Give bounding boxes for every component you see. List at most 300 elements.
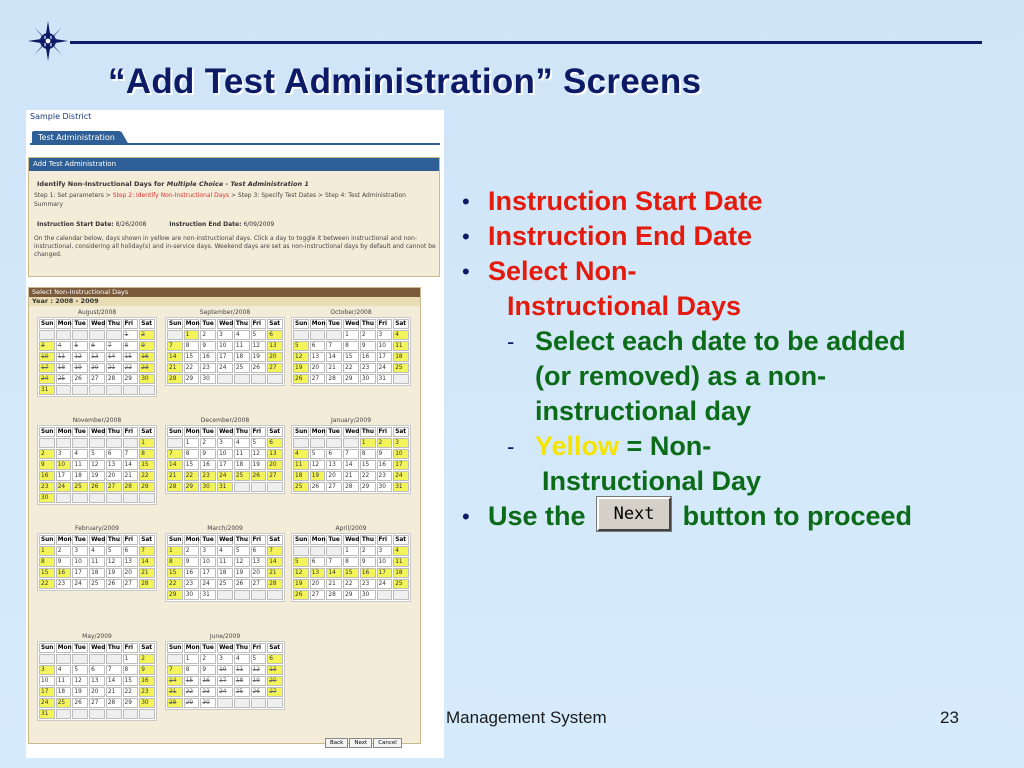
calendar-day[interactable]: 30: [139, 374, 155, 384]
calendar-day[interactable]: 1: [39, 546, 55, 556]
tab-test-administration[interactable]: Test Administration: [32, 131, 121, 145]
calendar-day[interactable]: 6: [267, 654, 283, 664]
calendar-day[interactable]: 9: [377, 449, 393, 459]
calendar-day[interactable]: 27: [267, 363, 283, 373]
calendar-day[interactable]: 16: [360, 352, 376, 362]
calendar-day[interactable]: 17: [72, 568, 88, 578]
calendar-day[interactable]: 30: [200, 698, 216, 708]
calendar-day[interactable]: 17: [217, 460, 233, 470]
calendar-day[interactable]: 19: [293, 579, 309, 589]
calendar-day[interactable]: 12: [234, 557, 250, 567]
calendar-day[interactable]: 19: [234, 568, 250, 578]
calendar-day[interactable]: 29: [123, 698, 139, 708]
calendar-day[interactable]: 18: [56, 687, 72, 697]
calendar-day[interactable]: 15: [184, 460, 200, 470]
calendar-day[interactable]: 20: [310, 363, 326, 373]
calendar-day[interactable]: 13: [89, 676, 105, 686]
calendar-day[interactable]: 3: [217, 654, 233, 664]
calendar-day[interactable]: 27: [310, 590, 326, 600]
calendar-day[interactable]: 23: [377, 471, 393, 481]
calendar-day[interactable]: 15: [167, 568, 183, 578]
calendar-day[interactable]: 5: [293, 341, 309, 351]
calendar-day[interactable]: 15: [343, 352, 359, 362]
calendar-day[interactable]: 17: [56, 471, 72, 481]
calendar-day[interactable]: 7: [123, 449, 139, 459]
calendar-day[interactable]: 1: [184, 330, 200, 340]
calendar-day[interactable]: 16: [39, 471, 55, 481]
calendar-day[interactable]: 1: [123, 330, 139, 340]
calendar-day[interactable]: 24: [377, 363, 393, 373]
calendar-day[interactable]: 20: [89, 687, 105, 697]
calendar-day[interactable]: 1: [123, 654, 139, 664]
calendar-day[interactable]: 3: [377, 330, 393, 340]
calendar-day[interactable]: 7: [167, 449, 183, 459]
calendar-day[interactable]: 15: [184, 352, 200, 362]
calendar-day[interactable]: 28: [167, 482, 183, 492]
calendar-day[interactable]: 5: [310, 449, 326, 459]
calendar-day[interactable]: 16: [377, 460, 393, 470]
calendar-day[interactable]: 8: [123, 665, 139, 675]
calendar-day[interactable]: 15: [360, 460, 376, 470]
calendar-day[interactable]: 21: [106, 687, 122, 697]
calendar-day[interactable]: 14: [343, 460, 359, 470]
calendar-day[interactable]: 26: [234, 579, 250, 589]
calendar-day[interactable]: 24: [393, 471, 409, 481]
calendar-day[interactable]: 1: [360, 438, 376, 448]
calendar-day[interactable]: 13: [251, 557, 267, 567]
calendar-day[interactable]: 30: [200, 374, 216, 384]
calendar-day[interactable]: 28: [139, 579, 155, 589]
calendar-day[interactable]: 1: [167, 546, 183, 556]
calendar-day[interactable]: 2: [200, 654, 216, 664]
calendar-day[interactable]: 17: [200, 568, 216, 578]
calendar-day[interactable]: 23: [200, 471, 216, 481]
calendar-day[interactable]: 15: [123, 676, 139, 686]
step-1[interactable]: Step 1: Set parameters >: [34, 192, 113, 199]
cancel-button[interactable]: Cancel: [373, 738, 402, 748]
calendar-day[interactable]: 27: [310, 374, 326, 384]
calendar-day[interactable]: 19: [89, 471, 105, 481]
calendar-day[interactable]: 1: [184, 654, 200, 664]
calendar-day[interactable]: 28: [167, 374, 183, 384]
calendar-day[interactable]: 20: [123, 568, 139, 578]
calendar-day[interactable]: 11: [234, 449, 250, 459]
calendar-day[interactable]: 22: [39, 579, 55, 589]
calendar-day[interactable]: 7: [326, 557, 342, 567]
calendar-day[interactable]: 22: [139, 471, 155, 481]
calendar-day[interactable]: 12: [310, 460, 326, 470]
calendar-day[interactable]: 25: [234, 687, 250, 697]
calendar-day[interactable]: 14: [167, 352, 183, 362]
calendar-day[interactable]: 28: [326, 374, 342, 384]
calendar-day[interactable]: 26: [72, 698, 88, 708]
calendar-day[interactable]: 16: [139, 676, 155, 686]
calendar-day[interactable]: 5: [251, 330, 267, 340]
calendar-day[interactable]: 11: [234, 341, 250, 351]
calendar-day[interactable]: 14: [326, 352, 342, 362]
calendar-day[interactable]: 8: [139, 449, 155, 459]
calendar-day[interactable]: 16: [200, 676, 216, 686]
calendar-day[interactable]: 12: [293, 568, 309, 578]
calendar-day[interactable]: 23: [200, 687, 216, 697]
calendar-day[interactable]: 29: [360, 482, 376, 492]
calendar-day[interactable]: 8: [184, 449, 200, 459]
calendar-day[interactable]: 25: [217, 579, 233, 589]
calendar-day[interactable]: 23: [139, 687, 155, 697]
calendar-day[interactable]: 10: [39, 352, 55, 362]
calendar-day[interactable]: 31: [393, 482, 409, 492]
calendar-day[interactable]: 22: [184, 687, 200, 697]
calendar-day[interactable]: 4: [393, 546, 409, 556]
calendar-day[interactable]: 9: [139, 665, 155, 675]
calendar-day[interactable]: 6: [251, 546, 267, 556]
calendar-day[interactable]: 12: [251, 449, 267, 459]
calendar-day[interactable]: 27: [267, 471, 283, 481]
calendar-day[interactable]: 25: [56, 698, 72, 708]
calendar-day[interactable]: 8: [184, 341, 200, 351]
calendar-day[interactable]: 17: [217, 352, 233, 362]
calendar-day[interactable]: 7: [167, 665, 183, 675]
calendar-day[interactable]: 20: [310, 579, 326, 589]
calendar-day[interactable]: 26: [293, 374, 309, 384]
calendar-day[interactable]: 26: [293, 590, 309, 600]
calendar-day[interactable]: 14: [326, 568, 342, 578]
calendar-day[interactable]: 25: [56, 374, 72, 384]
calendar-day[interactable]: 15: [39, 568, 55, 578]
calendar-day[interactable]: 18: [293, 471, 309, 481]
calendar-day[interactable]: 10: [217, 449, 233, 459]
calendar-day[interactable]: 10: [217, 665, 233, 675]
calendar-day[interactable]: 24: [217, 471, 233, 481]
calendar-day[interactable]: 19: [251, 676, 267, 686]
calendar-day[interactable]: 11: [293, 460, 309, 470]
calendar-day[interactable]: 20: [267, 460, 283, 470]
calendar-day[interactable]: 28: [267, 579, 283, 589]
calendar-day[interactable]: 8: [123, 341, 139, 351]
calendar-day[interactable]: 4: [393, 330, 409, 340]
calendar-day[interactable]: 25: [72, 482, 88, 492]
calendar-day[interactable]: 6: [326, 449, 342, 459]
calendar-day[interactable]: 13: [267, 449, 283, 459]
calendar-day[interactable]: 15: [343, 568, 359, 578]
calendar-day[interactable]: 19: [72, 363, 88, 373]
calendar-day[interactable]: 28: [343, 482, 359, 492]
calendar-day[interactable]: 17: [377, 568, 393, 578]
calendar-day[interactable]: 10: [393, 449, 409, 459]
calendar-day[interactable]: 15: [139, 460, 155, 470]
calendar-day[interactable]: 24: [56, 482, 72, 492]
calendar-day[interactable]: 24: [217, 363, 233, 373]
calendar-day[interactable]: 20: [89, 363, 105, 373]
calendar-day[interactable]: 22: [167, 579, 183, 589]
calendar-day[interactable]: 6: [89, 341, 105, 351]
calendar-day[interactable]: 17: [393, 460, 409, 470]
calendar-day[interactable]: 25: [89, 579, 105, 589]
calendar-day[interactable]: 26: [106, 579, 122, 589]
calendar-day[interactable]: 4: [56, 665, 72, 675]
calendar-day[interactable]: 29: [123, 374, 139, 384]
calendar-day[interactable]: 30: [139, 698, 155, 708]
calendar-day[interactable]: 22: [123, 687, 139, 697]
calendar-day[interactable]: 14: [106, 352, 122, 362]
calendar-day[interactable]: 4: [234, 330, 250, 340]
calendar-day[interactable]: 6: [123, 546, 139, 556]
calendar-day[interactable]: 29: [343, 590, 359, 600]
calendar-day[interactable]: 22: [184, 471, 200, 481]
calendar-day[interactable]: 12: [251, 665, 267, 675]
calendar-day[interactable]: 25: [234, 363, 250, 373]
calendar-day[interactable]: 12: [72, 676, 88, 686]
calendar-day[interactable]: 16: [56, 568, 72, 578]
calendar-day[interactable]: 3: [39, 665, 55, 675]
calendar-day[interactable]: 10: [377, 557, 393, 567]
calendar-day[interactable]: 19: [310, 471, 326, 481]
calendar-day[interactable]: 27: [267, 687, 283, 697]
calendar-day[interactable]: 26: [251, 687, 267, 697]
calendar-day[interactable]: 14: [123, 460, 139, 470]
calendar-day[interactable]: 20: [106, 471, 122, 481]
calendar-day[interactable]: 1: [343, 546, 359, 556]
calendar-day[interactable]: 11: [56, 676, 72, 686]
calendar-day[interactable]: 27: [326, 482, 342, 492]
calendar-day[interactable]: 30: [39, 493, 55, 503]
calendar-day[interactable]: 25: [393, 363, 409, 373]
calendar-day[interactable]: 14: [139, 557, 155, 567]
calendar-day[interactable]: 10: [217, 341, 233, 351]
calendar-day[interactable]: 5: [293, 557, 309, 567]
calendar-day[interactable]: 9: [184, 557, 200, 567]
calendar-day[interactable]: 24: [217, 687, 233, 697]
calendar-day[interactable]: 7: [139, 546, 155, 556]
calendar-day[interactable]: 21: [326, 579, 342, 589]
calendar-day[interactable]: 6: [267, 438, 283, 448]
calendar-day[interactable]: 13: [310, 568, 326, 578]
calendar-day[interactable]: 21: [167, 687, 183, 697]
calendar-day[interactable]: 5: [72, 665, 88, 675]
calendar-day[interactable]: 25: [234, 471, 250, 481]
calendar-day[interactable]: 18: [234, 676, 250, 686]
calendar-day[interactable]: 18: [56, 363, 72, 373]
calendar-day[interactable]: 10: [200, 557, 216, 567]
calendar-day[interactable]: 5: [89, 449, 105, 459]
calendar-day[interactable]: 4: [234, 438, 250, 448]
calendar-day[interactable]: 1: [343, 330, 359, 340]
calendar-day[interactable]: 16: [200, 352, 216, 362]
calendar-day[interactable]: 29: [343, 374, 359, 384]
calendar-day[interactable]: 2: [139, 654, 155, 664]
calendar-day[interactable]: 8: [343, 341, 359, 351]
calendar-day[interactable]: 11: [56, 352, 72, 362]
calendar-day[interactable]: 6: [106, 449, 122, 459]
calendar-day[interactable]: 27: [89, 698, 105, 708]
calendar-day[interactable]: 4: [72, 449, 88, 459]
calendar-day[interactable]: 14: [167, 676, 183, 686]
calendar-day[interactable]: 3: [217, 330, 233, 340]
calendar-day[interactable]: 16: [184, 568, 200, 578]
calendar-day[interactable]: 9: [139, 341, 155, 351]
calendar-day[interactable]: 3: [200, 546, 216, 556]
calendar-day[interactable]: 15: [184, 676, 200, 686]
calendar-day[interactable]: 12: [293, 352, 309, 362]
calendar-day[interactable]: 10: [377, 341, 393, 351]
calendar-day[interactable]: 29: [184, 698, 200, 708]
calendar-day[interactable]: 25: [293, 482, 309, 492]
calendar-day[interactable]: 21: [267, 568, 283, 578]
calendar-day[interactable]: 2: [56, 546, 72, 556]
calendar-day[interactable]: 8: [39, 557, 55, 567]
calendar-day[interactable]: 2: [39, 449, 55, 459]
calendar-day[interactable]: 7: [167, 341, 183, 351]
calendar-day[interactable]: 23: [360, 579, 376, 589]
calendar-day[interactable]: 12: [106, 557, 122, 567]
calendar-day[interactable]: 2: [200, 438, 216, 448]
calendar-day[interactable]: 14: [167, 460, 183, 470]
calendar-day[interactable]: 2: [200, 330, 216, 340]
calendar-day[interactable]: 15: [123, 352, 139, 362]
calendar-day[interactable]: 13: [267, 341, 283, 351]
calendar-day[interactable]: 28: [123, 482, 139, 492]
calendar-day[interactable]: 21: [326, 363, 342, 373]
calendar-day[interactable]: 2: [360, 546, 376, 556]
calendar-day[interactable]: 29: [184, 374, 200, 384]
calendar-day[interactable]: 22: [343, 579, 359, 589]
calendar-day[interactable]: 5: [251, 438, 267, 448]
calendar-day[interactable]: 2: [184, 546, 200, 556]
calendar-day[interactable]: 4: [293, 449, 309, 459]
calendar-day[interactable]: 21: [343, 471, 359, 481]
calendar-day[interactable]: 13: [326, 460, 342, 470]
calendar-day[interactable]: 27: [89, 374, 105, 384]
calendar-day[interactable]: 23: [360, 363, 376, 373]
calendar-day[interactable]: 28: [326, 590, 342, 600]
calendar-day[interactable]: 20: [267, 676, 283, 686]
calendar-day[interactable]: 3: [377, 546, 393, 556]
calendar-day[interactable]: 21: [167, 363, 183, 373]
calendar-day[interactable]: 12: [72, 352, 88, 362]
calendar-day[interactable]: 13: [267, 665, 283, 675]
calendar-day[interactable]: 16: [360, 568, 376, 578]
calendar-day[interactable]: 23: [39, 482, 55, 492]
calendar-day[interactable]: 25: [393, 579, 409, 589]
calendar-day[interactable]: 4: [217, 546, 233, 556]
calendar-day[interactable]: 5: [106, 546, 122, 556]
calendar-day[interactable]: 22: [184, 363, 200, 373]
calendar-day[interactable]: 13: [106, 460, 122, 470]
calendar-day[interactable]: 17: [39, 363, 55, 373]
calendar-day[interactable]: 16: [200, 460, 216, 470]
calendar-day[interactable]: 27: [251, 579, 267, 589]
calendar-day[interactable]: 29: [167, 590, 183, 600]
calendar-day[interactable]: 6: [310, 557, 326, 567]
calendar-day[interactable]: 8: [343, 557, 359, 567]
calendar-day[interactable]: 31: [217, 482, 233, 492]
calendar-day[interactable]: 21: [139, 568, 155, 578]
calendar-day[interactable]: 20: [326, 471, 342, 481]
calendar-day[interactable]: 23: [200, 363, 216, 373]
calendar-day[interactable]: 14: [267, 557, 283, 567]
calendar-day[interactable]: 26: [251, 471, 267, 481]
calendar-day[interactable]: 11: [217, 557, 233, 567]
calendar-day[interactable]: 10: [56, 460, 72, 470]
calendar-day[interactable]: 31: [377, 374, 393, 384]
calendar-day[interactable]: 26: [89, 482, 105, 492]
calendar-day[interactable]: 7: [106, 341, 122, 351]
calendar-day[interactable]: 30: [200, 482, 216, 492]
steps-remaining[interactable]: > Step 3: Specify Test Dates > Step 4: Test Administration Summary: [34, 192, 406, 208]
calendar-day[interactable]: 20: [267, 352, 283, 362]
calendar-day[interactable]: 28: [106, 698, 122, 708]
calendar-day[interactable]: 3: [393, 438, 409, 448]
calendar-day[interactable]: 30: [360, 374, 376, 384]
calendar-day[interactable]: 13: [310, 352, 326, 362]
calendar-day[interactable]: 29: [184, 482, 200, 492]
calendar-day[interactable]: 6: [267, 330, 283, 340]
calendar-day[interactable]: 19: [251, 352, 267, 362]
calendar-day[interactable]: 31: [200, 590, 216, 600]
calendar-day[interactable]: 3: [217, 438, 233, 448]
calendar-day[interactable]: 2: [377, 438, 393, 448]
calendar-day[interactable]: 31: [39, 385, 55, 395]
calendar-day[interactable]: 3: [56, 449, 72, 459]
calendar-day[interactable]: 4: [234, 654, 250, 664]
calendar-day[interactable]: 13: [89, 352, 105, 362]
next-button[interactable]: Next: [349, 738, 372, 748]
calendar-day[interactable]: 3: [72, 546, 88, 556]
calendar-day[interactable]: 22: [123, 363, 139, 373]
calendar-day[interactable]: 18: [234, 352, 250, 362]
calendar-day[interactable]: 5: [234, 546, 250, 556]
calendar-day[interactable]: 7: [267, 546, 283, 556]
calendar-day[interactable]: 6: [310, 341, 326, 351]
calendar-day[interactable]: 8: [360, 449, 376, 459]
calendar-day[interactable]: 30: [377, 482, 393, 492]
calendar-day[interactable]: 30: [184, 590, 200, 600]
calendar-day[interactable]: 27: [106, 482, 122, 492]
calendar-day[interactable]: 11: [234, 665, 250, 675]
calendar-day[interactable]: 9: [200, 449, 216, 459]
calendar-day[interactable]: 27: [123, 579, 139, 589]
calendar-day[interactable]: 24: [72, 579, 88, 589]
calendar-day[interactable]: 2: [360, 330, 376, 340]
calendar-day[interactable]: 9: [56, 557, 72, 567]
calendar-day[interactable]: 11: [72, 460, 88, 470]
calendar-day[interactable]: 10: [72, 557, 88, 567]
calendar-day[interactable]: 10: [39, 676, 55, 686]
calendar-day[interactable]: 4: [89, 546, 105, 556]
calendar-day[interactable]: 9: [39, 460, 55, 470]
calendar-day[interactable]: 22: [343, 363, 359, 373]
calendar-day[interactable]: 21: [123, 471, 139, 481]
calendar-day[interactable]: 26: [251, 363, 267, 373]
calendar-day[interactable]: 8: [167, 557, 183, 567]
calendar-day[interactable]: 26: [310, 482, 326, 492]
calendar-day[interactable]: 12: [89, 460, 105, 470]
calendar-day[interactable]: 9: [200, 341, 216, 351]
calendar-day[interactable]: 4: [56, 341, 72, 351]
calendar-day[interactable]: 19: [251, 460, 267, 470]
calendar-day[interactable]: 16: [139, 352, 155, 362]
calendar-day[interactable]: 23: [184, 579, 200, 589]
calendar-day[interactable]: 2: [139, 330, 155, 340]
calendar-day[interactable]: 19: [106, 568, 122, 578]
calendar-day[interactable]: 1: [139, 438, 155, 448]
calendar-day[interactable]: 24: [39, 698, 55, 708]
calendar-day[interactable]: 3: [39, 341, 55, 351]
calendar-day[interactable]: 24: [39, 374, 55, 384]
calendar-day[interactable]: 20: [251, 568, 267, 578]
calendar-day[interactable]: 22: [360, 471, 376, 481]
calendar-day[interactable]: 19: [72, 687, 88, 697]
